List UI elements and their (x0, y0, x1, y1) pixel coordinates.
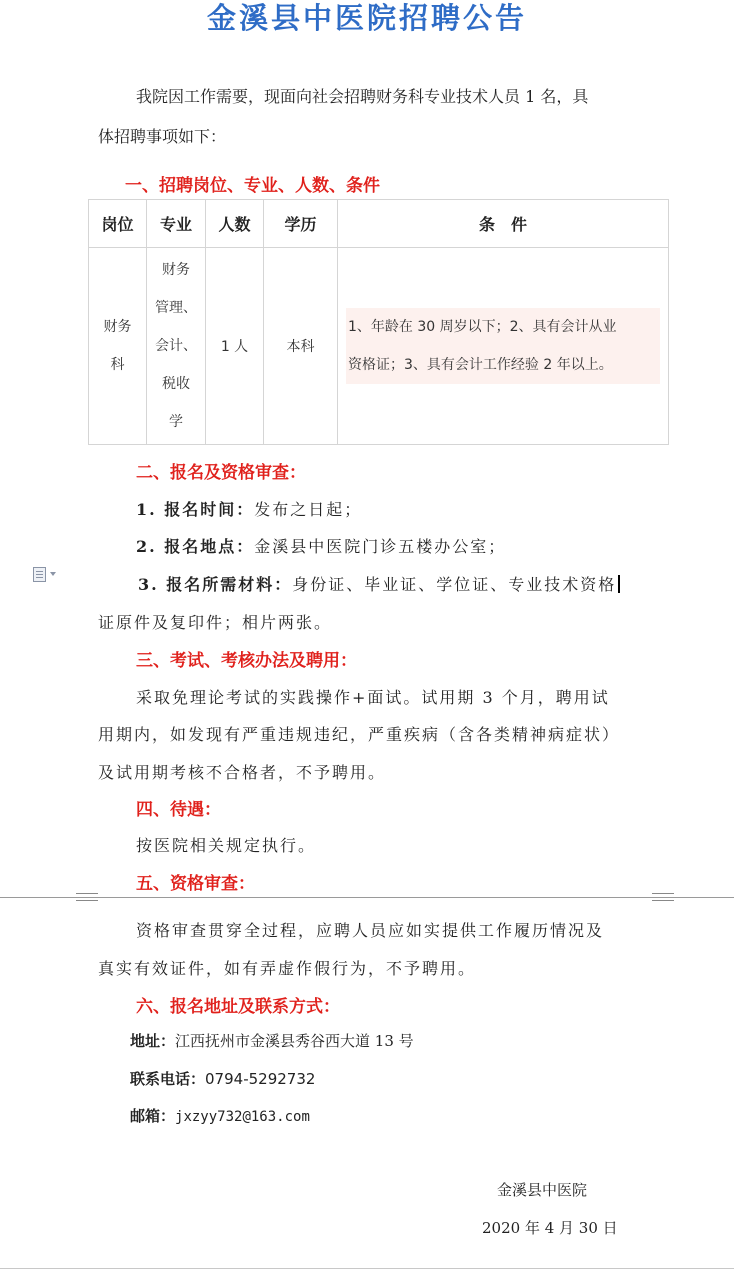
header-education: 学历 (264, 200, 338, 248)
section3-line-1: 采取免理论考试的实践操作+面试。试用期 3 个月，聘用试 (136, 688, 610, 707)
section1-heading: 一、招聘岗位、专业、人数、条件 (125, 176, 380, 196)
bottom-edge-line (0, 1268, 734, 1269)
intro-line-2: 体招聘事项如下： (98, 127, 227, 146)
page-break-line (0, 897, 734, 898)
condition-line: 1、年龄在 30 周岁以下；2、具有会计从业 (348, 319, 617, 335)
phone-label: 联系电话： (130, 1070, 206, 1088)
signature-date: 2020 年 4 月 30 日 (482, 1219, 618, 1237)
section3-line-2: 用期内，如发现有严重违规违纪，严重疾病（含各类精神病症状） (98, 725, 621, 744)
phone-line (130, 1068, 315, 1089)
margin-marker-left (76, 893, 98, 901)
major-line: 管理、 (155, 300, 197, 316)
reg-place-line (136, 534, 506, 557)
cell-education: 本科 (264, 248, 338, 445)
header-post: 岗位 (89, 200, 147, 248)
reg-place-label: 2. 报名地点： (136, 537, 255, 556)
section3-line-3: 及试用期考核不合格者，不予聘用。 (98, 763, 387, 782)
header-count: 人数 (206, 200, 264, 248)
page-title: 金溪县中医院招聘公告 (206, 1, 527, 35)
reg-materials-label: 3. 报名所需材料： (138, 575, 293, 594)
header-major: 专业 (147, 200, 206, 248)
table-row (89, 248, 669, 445)
cell-post (89, 248, 147, 445)
reg-materials-line (138, 572, 620, 595)
reg-time-label: 1. 报名时间： (136, 500, 255, 519)
section3-heading: 三、考试、考核办法及聘用： (136, 651, 357, 671)
post-line: 科 (110, 357, 125, 373)
major-line: 学 (169, 414, 183, 430)
document-icon[interactable] (33, 567, 46, 582)
cell-count: 1 人 (206, 248, 264, 445)
email-line (130, 1105, 310, 1126)
email-label: 邮箱： (130, 1107, 176, 1125)
section5-line-2: 真实有效证件，如有弄虚作假行为，不予聘用。 (98, 959, 477, 978)
major-line: 财务 (162, 262, 190, 278)
reg-time-value: 发布之日起； (254, 500, 363, 519)
reg-time-line (136, 497, 362, 520)
address-label: 地址： (130, 1032, 176, 1050)
major-line: 税收 (162, 376, 190, 392)
margin-marker-right (652, 893, 674, 901)
phone-value: 0794-5292732 (205, 1070, 316, 1088)
reg-materials-cont: 证原件及复印件；相片两张。 (98, 613, 333, 632)
header-conditions: 条 件 (338, 200, 669, 248)
reg-materials-value: 身份证、毕业证、学位证、专业技术资格 (292, 575, 617, 594)
recruitment-table (88, 199, 669, 445)
email-value: jxzyy732@163.com (175, 1109, 310, 1125)
cell-major (147, 248, 206, 445)
section5-line-1: 资格审查贯穿全过程，应聘人员应如实提供工作履历情况及 (136, 921, 605, 940)
text-cursor (618, 575, 620, 593)
section5-heading: 五、资格审查： (136, 874, 255, 894)
signature-org: 金溪县中医院 (497, 1181, 588, 1199)
section2-heading: 二、报名及资格审查： (136, 463, 306, 483)
section6-heading: 六、报名地址及联系方式： (136, 997, 340, 1017)
address-value: 江西抚州市金溪县秀谷西大道 13 号 (175, 1032, 414, 1050)
table-header-row (89, 200, 669, 248)
address-line (130, 1030, 414, 1051)
intro-line-1: 我院因工作需要，现面向社会招聘财务科专业技术人员 1 名，具 (136, 87, 589, 106)
condition-line: 资格证；3、具有会计工作经验 2 年以上。 (348, 357, 613, 373)
reg-place-value: 金溪县中医院门诊五楼办公室； (254, 537, 507, 556)
post-line: 财务 (103, 319, 132, 335)
section4-heading: 四、待遇： (136, 800, 221, 820)
dropdown-arrow-icon[interactable] (50, 572, 56, 576)
section4-text: 按医院相关规定执行。 (136, 836, 317, 855)
major-line: 会计、 (155, 338, 197, 354)
cell-conditions (338, 248, 669, 445)
